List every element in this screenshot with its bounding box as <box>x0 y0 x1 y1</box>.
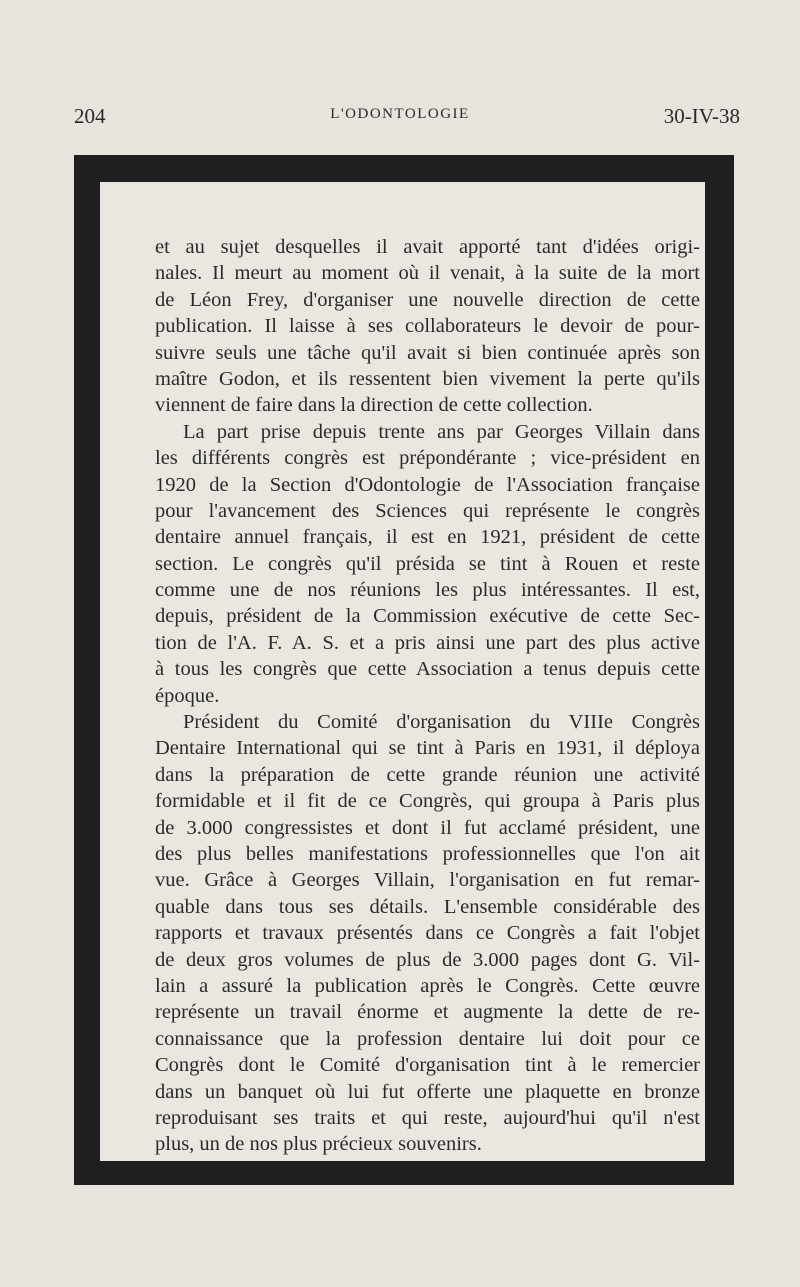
text-line: reproduisant ses traits et qui reste, aujourd'hui qu'il n'est <box>155 1106 700 1129</box>
text-line: suivre seuls une tâche qu'il avait si bien continuée après son <box>155 341 700 364</box>
text-line: viennent de faire dans la direction de cette collection. <box>155 394 593 417</box>
text-line: depuis, président de la Commission exécutive de cette Sec- <box>155 605 700 628</box>
text-line: dans un banquet où lui fut offerte une plaquette en bronze <box>155 1080 700 1103</box>
text-line: rapports et travaux présentés dans ce Congrès a fait l'objet <box>155 922 700 945</box>
text-line: dentaire annuel français, il est en 1921, président de cette <box>155 526 700 549</box>
text-line: les différents congrès est prépondérante ; vice-président en <box>155 447 700 470</box>
page-number: 204 <box>74 104 106 128</box>
text-line: dans la préparation de cette grande réunion une activité <box>155 763 700 786</box>
text-line: section. Le congrès qu'il présida se tint à Rouen et reste <box>155 552 700 575</box>
issue-date: 30-IV-38 <box>663 104 740 128</box>
text-line: à tous les congrès que cette Association a tenus depuis cette <box>155 658 700 681</box>
text-line: représente un travail énorme et augmente la dette de re- <box>155 1001 700 1024</box>
text-line: époque. <box>155 684 220 707</box>
running-header <box>0 104 800 134</box>
mourning-border-frame <box>74 155 734 1185</box>
text-line: de Léon Frey, d'organiser une nouvelle direction de cette <box>155 288 700 311</box>
text-line: Congrès dont le Comité d'organisation tint à le remercier <box>155 1054 700 1077</box>
text-line: comme une de nos réunions les plus intéressantes. Il est, <box>155 579 700 602</box>
text-line: pour l'avancement des Sciences qui représente le congrès <box>155 499 700 522</box>
text-line: quable dans tous ses détails. L'ensemble considérable des <box>155 895 700 918</box>
text-line: tion de l'A. F. A. S. et a pris ainsi une part des plus active <box>155 631 700 654</box>
text-line: maître Godon, et ils ressentent bien vivement la perte qu'ils <box>155 367 700 390</box>
text-line: et au sujet desquelles il avait apporté tant d'idées origi- <box>155 236 700 258</box>
text-line: plus, un de nos plus précieux souvenirs. <box>155 1133 482 1156</box>
text-line: de deux gros volumes de plus de 3.000 pages dont G. Vil- <box>155 948 700 971</box>
text-line: nales. Il meurt au moment où il venait, à la suite de la mort <box>155 262 700 285</box>
text-line: de 3.000 congressistes et dont il fut acclamé président, une <box>155 816 700 839</box>
text-line: lain a assuré la publication après le Congrès. Cette œuvre <box>155 974 700 997</box>
text-line: Dentaire International qui se tint à Paris en 1931, il déploya <box>155 737 700 760</box>
text-line: formidable et il fit de ce Congrès, qui groupa à Paris plus <box>155 790 700 813</box>
text-line: 1920 de la Section d'Odontologie de l'Association française <box>155 473 700 496</box>
article-body <box>155 234 700 1158</box>
running-title: L'ODONTOLOGIE <box>330 106 470 122</box>
text-line: publication. Il laisse à ses collaborateurs le devoir de pour- <box>155 315 700 338</box>
text-line: Président du Comité d'organisation du VIIIe Congrès <box>183 711 700 734</box>
text-line: vue. Grâce à Georges Villain, l'organisation en fut remar- <box>155 869 700 892</box>
text-line: des plus belles manifestations professionnelles que l'on ait <box>155 842 700 865</box>
text-line: La part prise depuis trente ans par Georges Villain dans <box>183 420 700 443</box>
text-line: connaissance que la profession dentaire lui doit pour ce <box>155 1027 700 1050</box>
